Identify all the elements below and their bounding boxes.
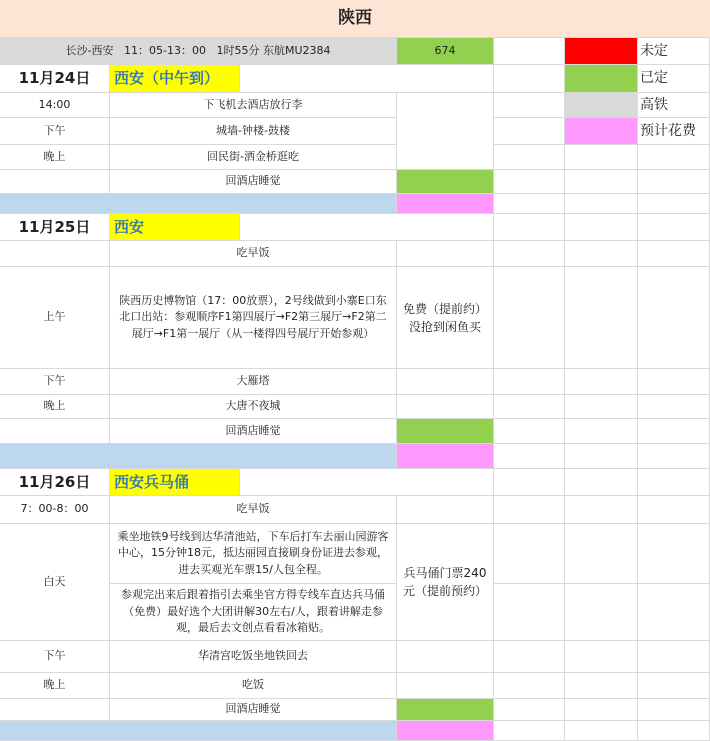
empty-cell [638, 673, 710, 699]
time-slot: 下午 [0, 641, 110, 673]
empty-cell [638, 170, 710, 194]
time-slot: 晚上 [0, 145, 110, 170]
empty-cell [494, 469, 565, 496]
empty-cell [565, 469, 638, 496]
activity: 回酒店睡觉 [110, 699, 397, 721]
empty-cell [494, 65, 565, 93]
cost-cell [397, 496, 494, 524]
empty-cell [565, 395, 638, 419]
empty-cell [494, 496, 565, 524]
time-slot: 7：00-8：00 [0, 496, 110, 524]
empty-cell [638, 444, 710, 469]
legend-label-train: 高铁 [638, 93, 710, 118]
empty-cell [565, 444, 638, 469]
cost-cell [397, 369, 494, 395]
empty-cell [494, 118, 565, 145]
time-slot: 晚上 [0, 673, 110, 699]
activity: 下飞机去酒店放行李 [110, 93, 397, 118]
empty-cell [638, 524, 710, 584]
activity-continued: 参观完出来后跟着指引去乘坐官方得专线车直达兵马俑（免费）最好选个大团讲解30左右/人，跟着讲解走参观，最后去文创点看看冰箱贴。 [110, 584, 397, 641]
empty-cell [494, 214, 565, 241]
time-slot: 下午 [0, 369, 110, 395]
empty-cell [240, 65, 494, 93]
day-date: 11月24日 [0, 65, 110, 93]
day-place: 西安（中午到） [110, 65, 240, 93]
flight-duration: 1时55分 [216, 43, 260, 57]
cost-cell [397, 395, 494, 419]
empty-cell [638, 369, 710, 395]
empty-cell [565, 214, 638, 241]
activity: 大唐不夜城 [110, 395, 397, 419]
empty-cell [565, 194, 638, 214]
empty-cell [494, 524, 565, 584]
legend-swatch-green [565, 65, 638, 93]
empty-cell [565, 524, 638, 584]
empty-cell [494, 721, 565, 741]
day-place: 西安 [110, 214, 240, 241]
time-slot: 下午 [0, 118, 110, 145]
empty-cell [638, 419, 710, 444]
empty-cell [565, 145, 638, 170]
time-slot [0, 241, 110, 267]
activity: 华清宫吃饭坐地铁回去 [110, 641, 397, 673]
empty-cell [565, 721, 638, 741]
empty-cell [638, 395, 710, 419]
day-separator [0, 194, 397, 214]
flight-number: 东航MU2384 [262, 43, 331, 57]
time-slot: 14:00 [0, 93, 110, 118]
empty-cell [638, 267, 710, 369]
day-date: 11月25日 [0, 214, 110, 241]
empty-cell [494, 673, 565, 699]
legend-swatch-gray [565, 93, 638, 118]
empty-cell [638, 241, 710, 267]
empty-cell [494, 369, 565, 395]
flight-time: 11：05-13：00 [123, 43, 206, 57]
empty-cell [565, 641, 638, 673]
empty-cell [638, 145, 710, 170]
empty-cell [638, 584, 710, 641]
legend-swatch-pink [565, 118, 638, 145]
empty-cell [638, 721, 710, 741]
status-booked [397, 699, 494, 721]
empty-cell [494, 267, 565, 369]
day-place: 西安兵马俑 [110, 469, 240, 496]
cost-marker [397, 444, 494, 469]
activity: 吃早饭 [110, 496, 397, 524]
time-slot: 晚上 [0, 395, 110, 419]
cost-cell [397, 241, 494, 267]
activity: 吃早饭 [110, 241, 397, 267]
empty-cell [565, 584, 638, 641]
activity: 陕西历史博物馆（17：00放票），2号线做到小寨E口东北口出站：参观顺序F1第四展厅→F2第三展厅→F2第二展厅→F1第一展厅（从一楼得四号展厅开始参观） [110, 267, 397, 369]
activity: 回民街-洒金桥逛吃 [110, 145, 397, 170]
time-slot [0, 699, 110, 721]
cost-marker [397, 721, 494, 741]
legend-label-undecided: 未定 [638, 38, 710, 65]
empty-cell [494, 641, 565, 673]
empty-cell [565, 369, 638, 395]
empty-cell [638, 469, 710, 496]
time-slot: 上午 [0, 267, 110, 369]
empty-cell [494, 145, 565, 170]
empty-cell [565, 699, 638, 721]
activity: 回酒店睡觉 [110, 170, 397, 194]
cost-marker [397, 194, 494, 214]
empty-cell [240, 214, 494, 241]
empty-cell [638, 699, 710, 721]
day-separator [0, 721, 397, 741]
day-date: 11月26日 [0, 469, 110, 496]
activity: 吃饭 [110, 673, 397, 699]
legend-label-cost: 预计花费 [638, 118, 710, 145]
cost-cell [397, 93, 494, 170]
day-separator [0, 444, 397, 469]
cost-note: 免费（提前约）没抢到闲鱼买 [397, 267, 494, 369]
empty-cell [565, 496, 638, 524]
cost-cell [397, 641, 494, 673]
time-slot [0, 419, 110, 444]
empty-cell [638, 214, 710, 241]
empty-cell [494, 93, 565, 118]
activity: 大雁塔 [110, 369, 397, 395]
empty-cell [494, 170, 565, 194]
legend-label-booked: 已定 [638, 65, 710, 93]
cost-cell [397, 673, 494, 699]
empty-cell [565, 673, 638, 699]
empty-cell [494, 194, 565, 214]
flight-price: 674 [397, 38, 494, 65]
empty-cell [494, 584, 565, 641]
empty-cell [638, 194, 710, 214]
empty-cell [494, 241, 565, 267]
empty-cell [638, 641, 710, 673]
legend-swatch-red [565, 38, 638, 65]
empty-cell [638, 496, 710, 524]
flight-route: 长沙-西安 [65, 43, 114, 57]
empty-cell [240, 469, 494, 496]
cost-note: 兵马俑门票240元（提前预约） [397, 524, 494, 641]
empty-cell [494, 38, 565, 65]
flight-info [0, 38, 397, 65]
empty-cell [494, 395, 565, 419]
empty-cell [494, 444, 565, 469]
empty-cell [565, 267, 638, 369]
status-booked [397, 170, 494, 194]
time-slot: 白天 [0, 524, 110, 641]
time-slot [0, 170, 110, 194]
empty-cell [494, 419, 565, 444]
activity: 回酒店睡觉 [110, 419, 397, 444]
status-booked [397, 419, 494, 444]
activity: 城墙-钟楼-鼓楼 [110, 118, 397, 145]
empty-cell [565, 241, 638, 267]
sheet-title: 陕西 [0, 0, 710, 38]
empty-cell [565, 170, 638, 194]
empty-cell [565, 419, 638, 444]
empty-cell [494, 699, 565, 721]
activity: 乘坐地铁9号线到达华清池站，下车后打车去丽山园游客中心，15分钟18元，抵达丽园直接刷身份证进去参观，进去买观光车票15/人包全程。 [110, 524, 397, 584]
